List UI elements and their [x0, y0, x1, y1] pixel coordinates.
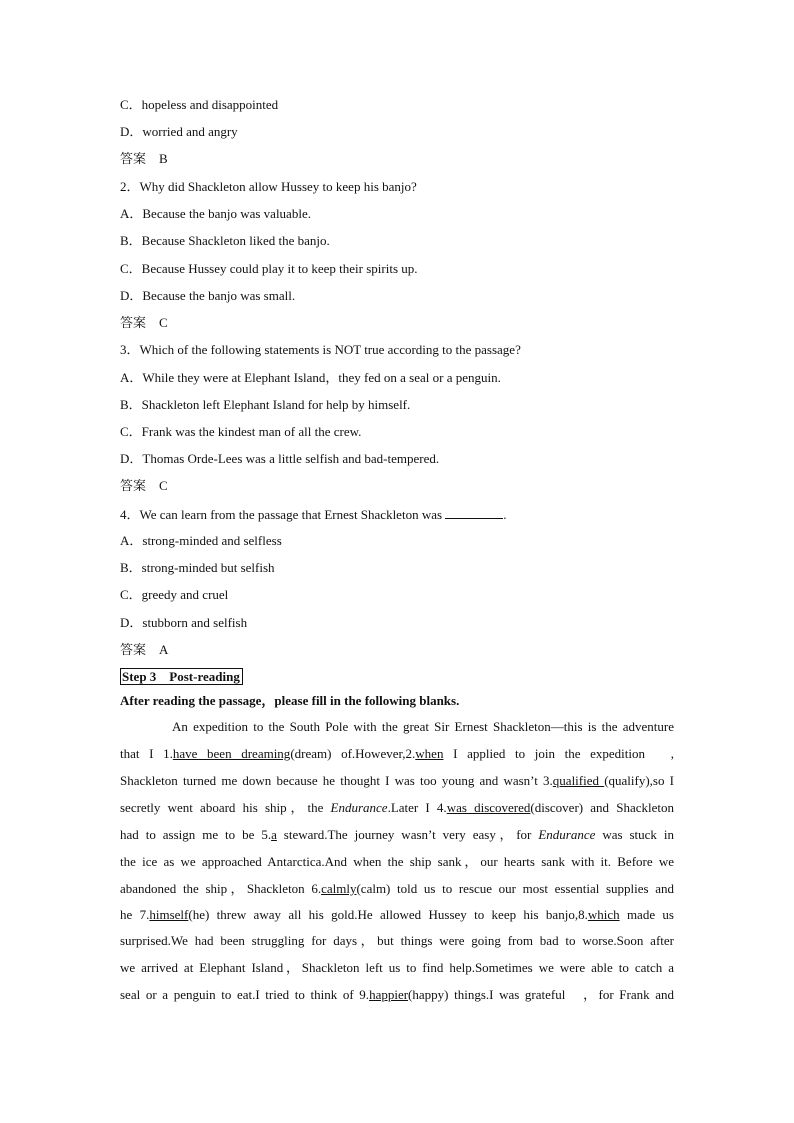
- passage-line-8: [120, 907, 674, 923]
- answer-7: himself: [149, 907, 189, 922]
- passage-text: made us: [619, 907, 674, 922]
- q1-option-c: C．hopeless and disappointed: [120, 97, 279, 112]
- q3-option-d: D．Thomas Orde-Lees was a little selfish and bad-tempered.: [120, 451, 440, 466]
- passage-text: had to assign me to be 5.: [120, 827, 272, 842]
- passage-text: that I 1.: [120, 746, 173, 761]
- ship-name: Endurance: [538, 827, 596, 842]
- q2-answer: 答案 C: [120, 315, 168, 330]
- q4-option-a: A．strong-minded and selfless: [120, 533, 282, 548]
- passage-line-6: the ice as we approached Antarctica.And when the ship sank，our hearts sank with it. Before we: [120, 854, 674, 869]
- passage-text: seal or a penguin to eat.I tried to think of 9.: [120, 987, 370, 1002]
- answer-9: happier: [369, 987, 409, 1002]
- q4-option-c: C．greedy and cruel: [120, 587, 229, 602]
- passage-line-11: [120, 987, 674, 1003]
- passage-line-3: [120, 773, 674, 789]
- passage-line-5: [120, 827, 674, 843]
- passage-line-2: [120, 746, 674, 762]
- passage-text: abandoned the ship，Shackleton 6.: [120, 881, 322, 896]
- passage-text: (qualify),so I: [604, 773, 674, 788]
- passage-text: he 7.: [120, 907, 150, 922]
- passage-line-1: An expedition to the South Pole with the great Sir Ernest Shackleton—this is the adventure: [172, 719, 674, 734]
- passage-text: I applied to join the expedition ,: [443, 746, 675, 761]
- passage-text: (happy) things.I was grateful ，for Frank and: [408, 987, 675, 1002]
- passage-text: .Later I 4.: [387, 800, 447, 815]
- passage-line-10: we arrived at Elephant Island，Shackleton left us to find help.Sometimes we were able to catch a: [120, 960, 674, 975]
- passage-text: (calm) told us to rescue our most essential supplies and: [356, 881, 674, 896]
- q2-option-a: A．Because the banjo was valuable.: [120, 206, 311, 221]
- step3-heading: [120, 669, 243, 685]
- q1-answer: 答案 B: [120, 151, 168, 166]
- q4-question: [120, 506, 507, 523]
- answer-3: qualified: [552, 773, 605, 788]
- passage-text: (discover) and Shackleton: [530, 800, 674, 815]
- q4-blank: [445, 506, 503, 519]
- q3-option-c: C．Frank was the kindest man of all the crew.: [120, 424, 362, 439]
- q2-option-b: B．Because Shackleton liked the banjo.: [120, 233, 330, 248]
- answer-6: calmly: [321, 881, 357, 896]
- q3-option-a: A．While they were at Elephant Island，they fed on a seal or a penguin.: [120, 370, 501, 385]
- q3-option-b: B．Shackleton left Elephant Island for help by himself.: [120, 397, 411, 412]
- q3-answer: 答案 C: [120, 478, 168, 493]
- answer-4: was discovered: [446, 800, 531, 815]
- step3-title: Step 3 Post-reading: [120, 668, 243, 685]
- passage-text: was stuck in: [595, 827, 674, 842]
- passage-text: (dream) of.However,2.: [290, 746, 416, 761]
- q3-question: 3．Which of the following statements is NOT true according to the passage?: [120, 342, 521, 357]
- passage-line-4: [120, 800, 674, 816]
- passage-line-9: surprised.We had been struggling for days，but things were going from bad to worse.Soon after: [120, 933, 674, 948]
- answer-5: a: [271, 827, 277, 842]
- ship-name: Endurance: [330, 800, 388, 815]
- passage-line-7: [120, 881, 674, 897]
- answer-8: which: [587, 907, 620, 922]
- q4-answer: 答案 A: [120, 642, 169, 657]
- answer-2: when: [415, 746, 444, 761]
- q1-option-d: D．worried and angry: [120, 124, 238, 139]
- answer-1: have been dreaming: [172, 746, 291, 761]
- passage-text: Shackleton turned me down because he thought I was too young and wasn’t 3.: [120, 773, 553, 788]
- step3-instruction: After reading the passage，please fill in the following blanks.: [120, 693, 460, 708]
- q4-question-text: 4．We can learn from the passage that Ernest Shackleton was: [120, 507, 446, 522]
- q4-question-end: .: [503, 507, 507, 522]
- q2-option-c: C．Because Hussey could play it to keep their spirits up.: [120, 261, 418, 276]
- passage-text: secretly went aboard his ship，the: [120, 800, 331, 815]
- passage-text: (he) threw away all his gold.He allowed Hussey to keep his banjo,8.: [188, 907, 588, 922]
- q4-option-b: B．strong-minded but selfish: [120, 560, 275, 575]
- q4-option-d: D．stubborn and selfish: [120, 615, 248, 630]
- q2-option-d: D．Because the banjo was small.: [120, 288, 296, 303]
- q2-question: 2．Why did Shackleton allow Hussey to keep his banjo?: [120, 179, 417, 194]
- passage-text: steward.The journey wasn’t very easy，for: [276, 827, 539, 842]
